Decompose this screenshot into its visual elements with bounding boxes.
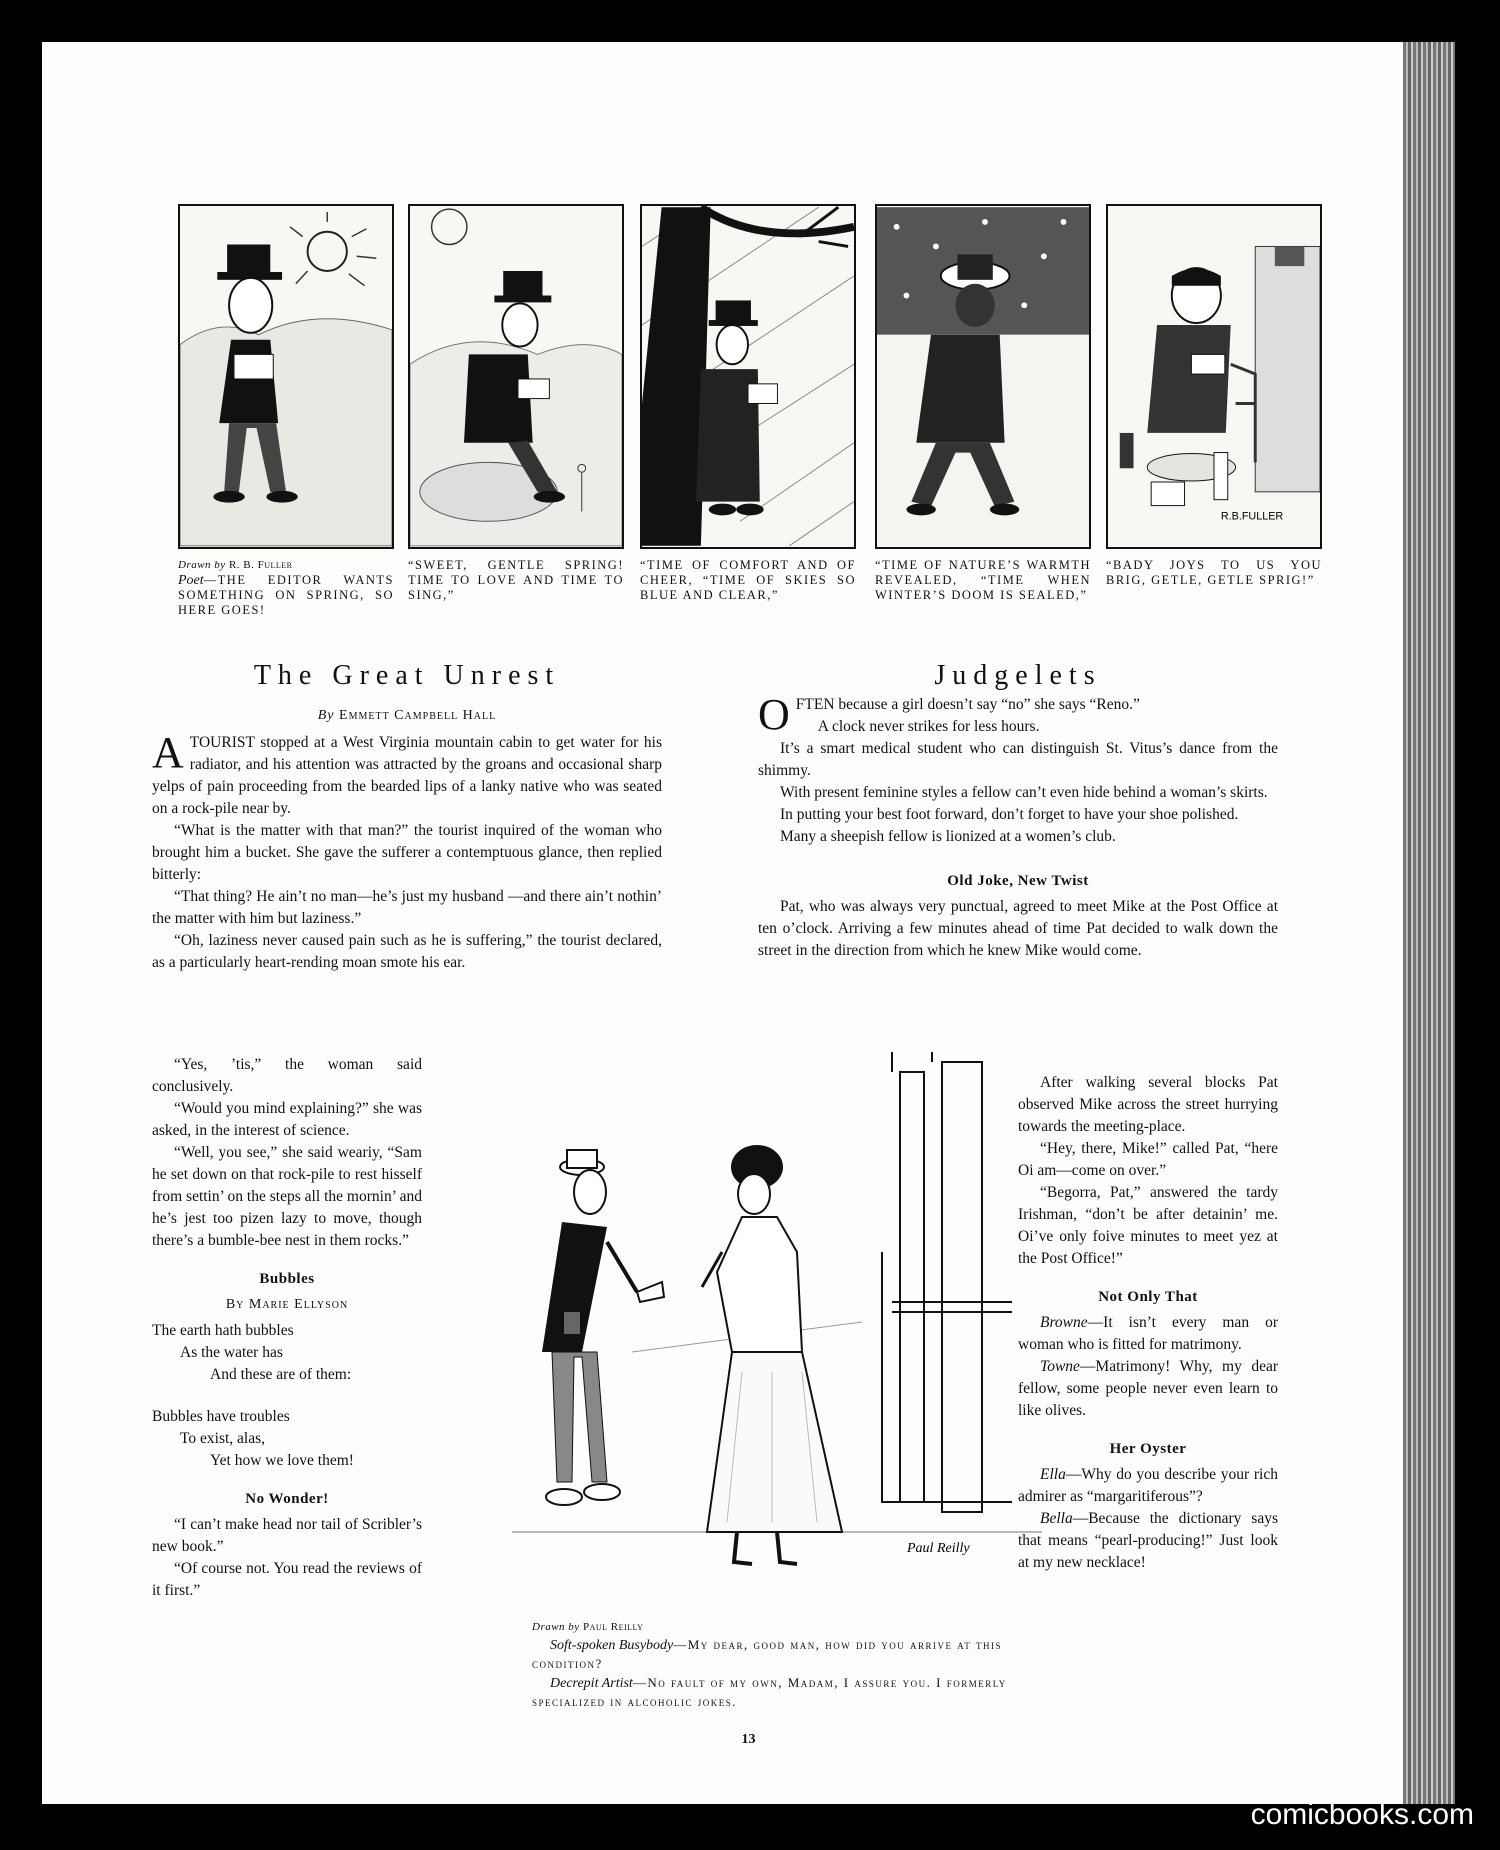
judgelets-body — [758, 690, 1278, 962]
article-paragraph: “Begorra, Pat,” answered the tardy Irishman, “don’t be after detainin’ me. Oi’ve only foive minutes to meet yez at the Post Office!” — [1018, 1184, 1278, 1267]
poem-line: Yet how we love them! — [210, 1452, 354, 1469]
great-unrest-body-bottom — [152, 1054, 422, 1602]
great-unrest-body-top — [152, 728, 662, 974]
judgelet-item: With present feminine styles a fellow can’t even hide behind a woman’s skirts. — [780, 784, 1268, 801]
bubbles-byline: By Marie Ellyson — [225, 1297, 349, 1312]
old-joke-title: Old Joke, New Twist — [947, 873, 1089, 889]
judgelet-text: FTEN because a girl doesn’t say “no” she says “Reno.” — [795, 696, 1140, 713]
poem-line: And these are of them: — [210, 1366, 352, 1383]
comic-panel-2 — [408, 204, 624, 549]
line-text: —Why do you describe your rich admirer as “margaritiferous”? — [1018, 1466, 1278, 1505]
paragraph-text: TOURIST stopped at a West Virginia mountain cabin to get water for his radiator, and his attention was attracted by the groans and occasional sharp yelps of pain proceeding from the bearded lips of a lanky native who was seated on a rock-pile near by. — [152, 734, 662, 817]
byline-name: Emmett Campbell Hall — [339, 708, 497, 723]
dialogue-line — [1018, 1508, 1278, 1574]
strip-signature: R.B.FULLER — [1220, 510, 1284, 523]
line-text: —Matrimony! Why, my dear fellow, some people never even learn to like olives. — [1018, 1358, 1278, 1419]
panel-3-caption: “TIME OF COMFORT AND OF CHEER, “TIME OF SKIES SO BLUE AND CLEAR,” — [640, 558, 856, 602]
page-edge — [1403, 42, 1455, 1804]
judgelet-item: In putting your best foot forward, don’t forget to have your shoe polished. — [780, 806, 1239, 823]
panel-1-speaker: Poet — [178, 573, 204, 588]
watermark: comicbooks.com — [1250, 1798, 1474, 1831]
poet-writing-on-rock-drawing — [410, 206, 622, 547]
old-joke-continued — [1018, 1072, 1278, 1574]
comic-panel-5 — [1106, 204, 1322, 549]
speaker: Bella — [1040, 1510, 1073, 1527]
comic-panel-1 — [178, 204, 394, 549]
judgelet-item: A clock never strikes for less hours. — [817, 718, 1040, 735]
magazine-page — [42, 42, 1455, 1804]
illustration-credit — [532, 1618, 1032, 1636]
speaker: Browne — [1040, 1314, 1088, 1331]
comic-strip — [178, 204, 1358, 638]
caption-line-1 — [532, 1636, 1032, 1674]
poet-in-snow-drawing — [877, 206, 1089, 547]
not-only-title: Not Only That — [1098, 1289, 1198, 1305]
article-paragraph: “Oh, laziness never caused pain such as he is suffering,” the tourist declared, as a particularly heart-rending moan smote his ear. — [152, 932, 662, 971]
speaker: Ella — [1040, 1466, 1066, 1483]
panel-1-caption — [178, 558, 394, 618]
byline-prefix: By — [317, 708, 335, 723]
panel-2-caption: “SWEET, GENTLE SPRING! TIME TO LOVE AND TIME TO SING,” — [408, 558, 624, 602]
page-number: 13 — [741, 1732, 756, 1747]
panel-4-caption: “TIME OF NATURE’S WARMTH REVEALED, “TIME WHEN WINTER’S DOOM IS SEALED,” — [875, 558, 1091, 602]
busybody-and-artist-illustration — [512, 1052, 1042, 1612]
line-text: —My dear, good man, how did you arrive at this condition? — [532, 1637, 1003, 1671]
article-paragraph: “Hey, there, Mike!” called Pat, “here Oi am—come on over.” — [1018, 1140, 1278, 1179]
panel-5-caption: “BADY JOYS TO US YOU BRIG, GETLE, GETLE SPRIG!” — [1106, 558, 1322, 587]
her-oyster-title: Her Oyster — [1109, 1441, 1187, 1457]
drop-cap: A — [152, 728, 184, 777]
speaker: Soft-spoken Busybody — [550, 1638, 674, 1653]
dialogue-line — [1018, 1356, 1278, 1422]
poet-with-cold-by-stove-drawing — [1108, 206, 1320, 547]
poem-line: To exist, alas, — [180, 1430, 266, 1447]
drop-cap: O — [758, 690, 790, 739]
line-text: —No fault of my own, Madam, I assure you. I formerly specialized in alcoholic jokes. — [532, 1675, 1007, 1709]
article-paragraph — [152, 728, 662, 820]
credit-prefix: Drawn by — [178, 559, 226, 571]
article-paragraph: “What is the matter with that man?” the tourist inquired of the woman who brought him a bucket. She gave the sufferer a contemptuous glance, then replied bitterly: — [152, 822, 662, 883]
bubbles-title: Bubbles — [259, 1271, 315, 1287]
line-text: —It isn’t every man or woman who is fitted for matrimony. — [1018, 1314, 1278, 1353]
illustration-signature: Paul Reilly — [907, 1541, 970, 1556]
article-paragraph: “Yes, ’tis,” the woman said conclusively. — [152, 1056, 422, 1095]
strip-credit — [178, 558, 394, 573]
speaker: Towne — [1040, 1358, 1080, 1375]
judgelets-title: Judgelets — [934, 660, 1102, 691]
panel-1-text: —THE EDITOR WANTS SOMETHING ON SPRING, SO HERE GOES! — [178, 573, 394, 617]
article-paragraph: “Of course not. You read the reviews of it first.” — [152, 1560, 422, 1599]
credit-name: R. B. Fuller — [228, 559, 293, 571]
article-paragraph: “That thing? He ain’t no man—he’s just my husband —and there ain’t nothin’ the matter with him but laziness.” — [152, 888, 662, 927]
poem-line: As the water has — [180, 1344, 283, 1361]
great-unrest-byline — [152, 708, 662, 724]
illustration-drawing — [512, 1052, 1042, 1612]
article-paragraph: “I can’t make head nor tail of Scribler’s new book.” — [152, 1516, 422, 1555]
comic-panel-3 — [640, 204, 856, 549]
judgelet-item: It’s a smart medical student who can distinguish St. Vitus’s dance from the shimmy. — [758, 740, 1278, 779]
article-paragraph: Pat, who was always very punctual, agreed to meet Mike at the Post Office at ten o’clock. Arriving a few minutes ahead of time Pat decided to walk down the street in the direction from which he knew Mike would come. — [758, 898, 1278, 959]
poem-line: Bubbles have troubles — [152, 1408, 290, 1425]
poet-under-tree-in-rain-drawing — [642, 206, 854, 547]
line-text: —Because the dictionary says that means “pearl-producing!” Just look at my new necklace! — [1018, 1510, 1278, 1571]
bubbles-poem — [152, 1320, 422, 1472]
article-paragraph: “Well, you see,” she said weariy, “Sam he set down on that rock-pile to rest hisself from settin’ on the steps all the mornin’ and he’s jest too pizen lazy to move, though there’s a bumble-bee nest in them rocks.” — [152, 1144, 422, 1249]
dialogue-line — [1018, 1312, 1278, 1356]
poem-line: The earth hath bubbles — [152, 1322, 294, 1339]
no-wonder-title: No Wonder! — [245, 1491, 329, 1507]
great-unrest-title: The Great Unrest — [253, 660, 561, 691]
comic-panel-4 — [875, 204, 1091, 549]
credit-prefix: Drawn by — [532, 1621, 580, 1633]
dialogue-line — [1018, 1464, 1278, 1508]
illustration-caption — [532, 1618, 1032, 1712]
article-paragraph: After walking several blocks Pat observed Mike across the street hurrying towards the meeting-place. — [1018, 1074, 1278, 1135]
credit-name: Paul Reilly — [582, 1621, 644, 1633]
caption-line-2 — [532, 1674, 1032, 1712]
speaker: Decrepit Artist — [550, 1676, 633, 1691]
article-paragraph: “Would you mind explaining?” she was asked, in the interest of science. — [152, 1100, 422, 1139]
poet-in-sunshine-drawing — [180, 206, 392, 547]
judgelet-item: Many a sheepish fellow is lionized at a women’s club. — [780, 828, 1116, 845]
